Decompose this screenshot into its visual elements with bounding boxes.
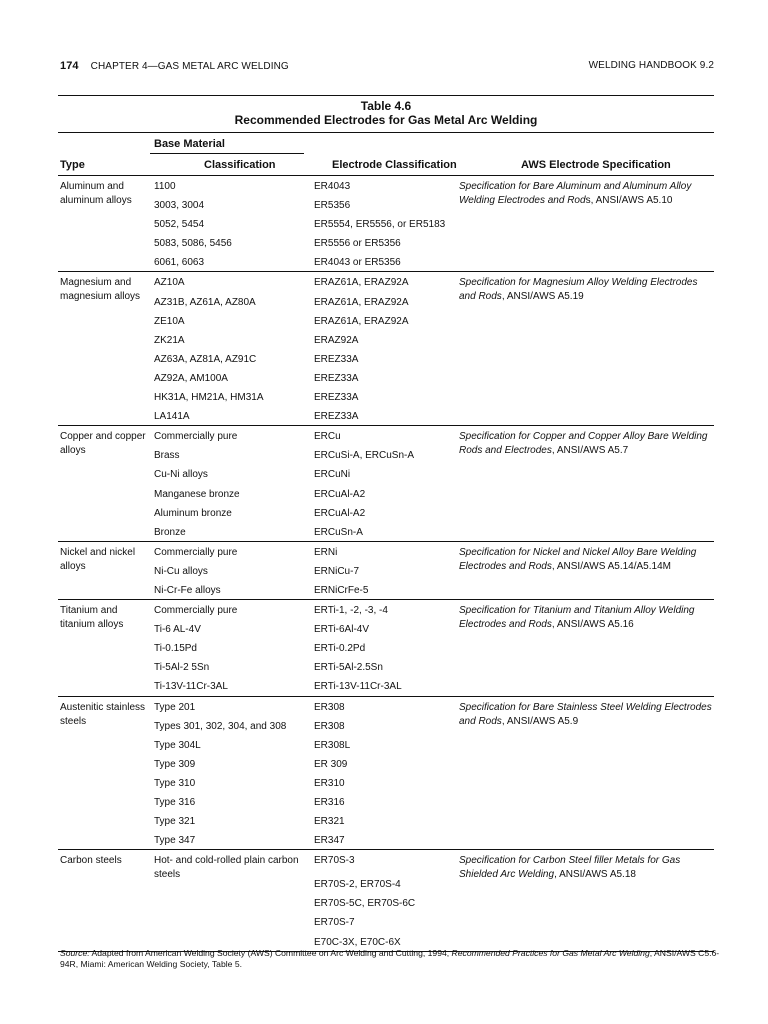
classification-cell: ZE10A xyxy=(154,315,185,327)
classification-cell: Ti-0.15Pd xyxy=(154,643,197,655)
spec-title: Specification for Nickel and Nickel Alloy Bare Welding Electrodes and Rods xyxy=(459,546,697,572)
table-row xyxy=(58,503,714,522)
electrode-cell: EREZ33A xyxy=(314,353,359,365)
table-row xyxy=(58,600,714,619)
classification-cell: Types 301, 302, 304, and 308 xyxy=(154,720,287,732)
table-row xyxy=(58,542,714,561)
running-header xyxy=(60,60,714,74)
table-row xyxy=(58,484,714,503)
classification-cell: Type 321 xyxy=(154,816,196,828)
spec-number: , ANSI/AWS A5.18 xyxy=(554,869,636,881)
classification-cell: Commercially pure xyxy=(154,546,238,558)
table-row xyxy=(58,697,714,716)
electrode-cell: ERCu xyxy=(314,431,341,443)
col-header-type: Type xyxy=(60,159,85,171)
table-group xyxy=(58,542,714,600)
book-title: WELDING HANDBOOK 9.2 xyxy=(588,60,714,71)
spec-number: , ANSI/AWS A5.9 xyxy=(501,715,579,727)
source-note xyxy=(60,948,720,970)
electrode-cell: ERTi-1, -2, -3, -4 xyxy=(314,605,388,617)
spec-number: , ANSI/AWS A5.14/A5.14M xyxy=(551,560,671,572)
classification-cell: 5052, 5454 xyxy=(154,219,205,231)
table-row xyxy=(58,464,714,483)
table-row xyxy=(58,773,714,792)
electrode-cell: ER308 xyxy=(314,701,345,713)
table-row xyxy=(58,619,714,638)
table-row xyxy=(58,272,714,291)
electrode-cell: EREZ33A xyxy=(314,411,359,423)
table-row xyxy=(58,195,714,214)
classification-cell: Ti-5Al-2 5Sn xyxy=(154,662,210,674)
electrode-cell: ERAZ61A, ERAZ92A xyxy=(314,315,409,327)
electrode-cell: ER5554, ER5556, or ER5183 xyxy=(314,219,446,231)
electrode-cell: E70C-3X, E70C-6X xyxy=(314,936,401,948)
electrode-cell: ERAZ61A, ERAZ92A xyxy=(314,277,409,289)
source-text-2: , ANSI/AWS C5.6-94R, Miami: American Welding Society, Table 5. xyxy=(60,948,720,969)
classification-cell: Aluminum bronze xyxy=(154,507,232,519)
electrode-cell: ERAZ61A, ERAZ92A xyxy=(314,296,409,308)
electrode-cell: EREZ33A xyxy=(314,392,359,404)
table-row xyxy=(58,716,714,735)
electrode-cell: ER310 xyxy=(314,777,345,789)
table-row xyxy=(58,368,714,387)
source-title: Recommended Practices for Gas Metal Arc Welding xyxy=(451,948,650,958)
chapter-title: CHAPTER 4—GAS METAL ARC WELDING xyxy=(90,61,289,72)
electrode-cell: ER308L xyxy=(314,739,351,751)
classification-cell: 5083, 5086, 5456 xyxy=(154,238,232,250)
spec-number: , ANSI/AWS A5.19 xyxy=(501,291,584,303)
classification-cell: AZ63A, AZ81A, AZ91C xyxy=(154,353,257,365)
table-row xyxy=(58,754,714,773)
classification-cell: Hot- and cold-rolled plain carbon steels xyxy=(154,855,299,881)
col-header-electrode: Electrode Classification xyxy=(332,159,457,171)
classification-cell: LA141A xyxy=(154,411,190,423)
classification-cell: Ni-Cu alloys xyxy=(154,565,208,577)
electrode-cell: ERAZ92A xyxy=(314,334,359,346)
electrode-cell: ER70S-5C, ER70S-6C xyxy=(314,898,416,910)
table-row xyxy=(58,387,714,406)
table-row xyxy=(58,311,714,330)
electrode-cell: ER5556 or ER5356 xyxy=(314,238,401,250)
classification-cell: Type 201 xyxy=(154,701,196,713)
table-row xyxy=(58,792,714,811)
table-row xyxy=(58,406,714,425)
electrode-cell: ERNiCrFe-5 xyxy=(314,584,369,596)
classification-cell: Commercially pure xyxy=(154,431,238,443)
spec-title: Specification for Magnesium Alloy Welding Electrodes and Rods xyxy=(459,277,698,303)
classification-cell: 6061, 6063 xyxy=(154,257,205,269)
classification-cell: Bronze xyxy=(154,526,186,538)
col-header-classification: Classification xyxy=(204,159,276,171)
base-material-rule xyxy=(150,153,304,154)
spec-number: s, ANSI/AWS A5.10 xyxy=(585,195,673,206)
table-number: Table 4.6 xyxy=(360,99,412,113)
electrode-cell: ERTi-13V-11Cr-3AL xyxy=(314,681,402,693)
table-row xyxy=(58,874,714,893)
electrode-cell: ER70S-3 xyxy=(314,855,355,867)
classification-cell: Type 310 xyxy=(154,777,196,789)
table-row xyxy=(58,214,714,233)
classification-cell: Type 309 xyxy=(154,758,196,770)
classification-cell: Manganese bronze xyxy=(154,488,240,500)
classification-cell: AZ31B, AZ61A, AZ80A xyxy=(154,296,256,308)
spec-number: , ANSI/AWS A5.16 xyxy=(551,619,634,631)
table-group xyxy=(58,426,714,542)
classification-cell: Commercially pure xyxy=(154,605,238,617)
table-row xyxy=(58,676,714,695)
table-row xyxy=(58,638,714,657)
spec-title: Specification for Carbon Steel filler Metals for Gas Shielded Arc Welding xyxy=(459,855,681,881)
table-row xyxy=(58,561,714,580)
spec-title: Specification for Copper and Copper Alloy Bare Welding Rods and Electrodes xyxy=(459,431,708,457)
electrode-cell: ERCuSn-A xyxy=(314,526,363,538)
electrode-cell: ER4043 xyxy=(314,181,351,192)
electrode-cell: ER70S-7 xyxy=(314,917,355,929)
spec-title: Specification for Bare Aluminum and Aluminum Alloy Welding Electrodes and Rod xyxy=(459,181,692,206)
table-row xyxy=(58,176,714,195)
electrode-cell: ER308 xyxy=(314,720,345,732)
electrode-cell: ER347 xyxy=(314,835,345,847)
table-group xyxy=(58,272,714,426)
table-row xyxy=(58,893,714,912)
classification-cell: AZ10A xyxy=(154,277,185,289)
classification-cell: 1100 xyxy=(154,181,176,192)
base-material-type: Copper and copper alloys xyxy=(60,431,146,457)
base-material-type: Titanium and titanium alloys xyxy=(60,605,124,631)
table-group xyxy=(58,600,714,696)
table-row xyxy=(58,330,714,349)
classification-cell: Brass xyxy=(154,450,180,462)
source-text-1: Adapted from American Welding Society (AWS) Committee on Arc Welding and Cutting, 1994, xyxy=(89,948,452,958)
classification-cell: 3003, 3004 xyxy=(154,200,205,212)
table-row xyxy=(58,830,714,849)
classification-cell: Type 316 xyxy=(154,797,196,808)
electrode-cell: ERTi-6Al-4V xyxy=(314,624,370,636)
classification-cell: AZ92A, AM100A xyxy=(154,372,228,384)
spec-title: Specification for Bare Stainless Steel Welding Electrodes and Rods xyxy=(459,701,712,727)
classification-cell: Ni-Cr-Fe alloys xyxy=(154,584,221,596)
table-group xyxy=(58,176,714,272)
electrode-cell: ERTi-5Al-2.5Sn xyxy=(314,662,383,674)
table-row xyxy=(58,445,714,464)
electrode-cell: ERCuAl-A2 xyxy=(314,488,366,500)
electrode-cell: ERCuNi xyxy=(314,469,351,481)
electrode-cell: EREZ33A xyxy=(314,372,359,384)
table-row xyxy=(58,912,714,931)
electrode-cell: ER 309 xyxy=(314,758,348,770)
table-row xyxy=(58,252,714,271)
table-row xyxy=(58,811,714,830)
classification-cell: Type 304L xyxy=(154,739,201,751)
title-rule xyxy=(58,132,714,133)
classification-cell: Type 347 xyxy=(154,835,196,847)
table-row xyxy=(58,292,714,311)
electrode-cell: ERCuAl-A2 xyxy=(314,507,366,519)
electrode-cell: ERNi xyxy=(314,546,338,558)
page-number: 174 xyxy=(60,60,79,72)
electrode-cell: ER321 xyxy=(314,816,345,828)
table-row xyxy=(58,349,714,368)
electrode-cell: ERTi-0.2Pd xyxy=(314,643,366,655)
spec-number: , ANSI/AWS A5.7 xyxy=(551,445,629,457)
classification-cell: Cu-Ni alloys xyxy=(154,469,208,481)
top-rule xyxy=(58,95,714,96)
table-group xyxy=(58,697,714,851)
base-material-type: Magnesium and magnesium alloys xyxy=(60,277,141,303)
table-row xyxy=(58,233,714,252)
table-row xyxy=(58,735,714,754)
electrode-cell: ERCuSi-A, ERCuSn-A xyxy=(314,450,415,462)
table-title: Recommended Electrodes for Gas Metal Arc Welding xyxy=(234,113,538,127)
table-row xyxy=(58,657,714,676)
classification-cell: Ti-13V-11Cr-3AL xyxy=(154,681,228,693)
col-header-spec: AWS Electrode Specification xyxy=(521,159,671,171)
classification-cell: ZK21A xyxy=(154,334,185,346)
base-material-type: Austenitic stainless steels xyxy=(60,701,146,727)
table-row xyxy=(58,522,714,541)
table-row xyxy=(58,580,714,599)
electrode-cell: ERNiCu-7 xyxy=(314,565,360,577)
base-material-header: Base Material xyxy=(154,138,225,150)
base-material-type: Nickel and nickel alloys xyxy=(60,546,136,572)
classification-cell: Ti-6 AL-4V xyxy=(154,624,201,636)
classification-cell: HK31A, HM21A, HM31A xyxy=(154,392,264,404)
spec-title: Specification for Titanium and Titanium Alloy Welding Electrodes and Rods xyxy=(459,605,695,631)
table-group xyxy=(58,850,714,951)
electrode-cell: ER70S-2, ER70S-4 xyxy=(314,879,401,891)
electrode-cell: ER4043 or ER5356 xyxy=(314,257,401,269)
electrode-cell: ER5356 xyxy=(314,200,351,212)
electrode-cell: ER316 xyxy=(314,797,345,808)
source-label: Source: xyxy=(60,948,90,958)
base-material-type: Carbon steels xyxy=(60,855,122,867)
table-body xyxy=(58,176,714,952)
table-row xyxy=(58,426,714,445)
base-material-type: Aluminum and aluminum alloys xyxy=(60,181,132,206)
